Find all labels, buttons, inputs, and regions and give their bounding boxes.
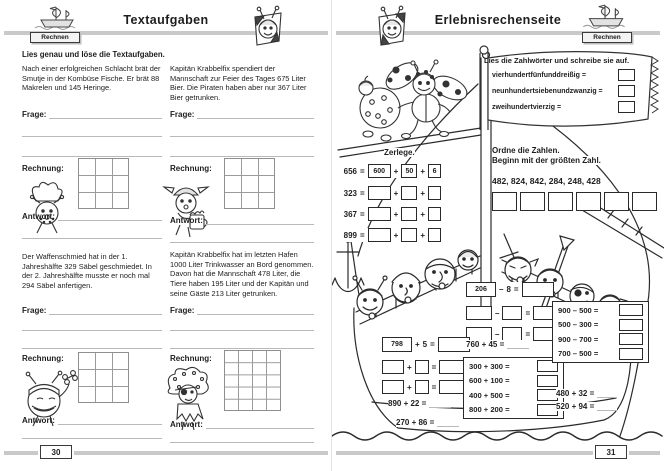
writing-line bbox=[22, 156, 162, 157]
equation-text: 300 + 300 = bbox=[469, 361, 510, 371]
zerlege-title: Zerlege. bbox=[384, 148, 415, 157]
zerlege-row bbox=[340, 164, 441, 178]
answer-box bbox=[632, 192, 657, 211]
tens-box bbox=[401, 207, 417, 221]
antwort-block bbox=[170, 216, 314, 225]
frage-block bbox=[22, 110, 162, 119]
minus-sign: – bbox=[495, 308, 500, 318]
writing-line bbox=[429, 399, 451, 408]
ones-box bbox=[428, 228, 441, 242]
ordne-numbers: 482, 824, 842, 284, 248, 428 bbox=[492, 176, 601, 186]
answer-box bbox=[522, 282, 554, 297]
right-page bbox=[332, 0, 664, 471]
writing-line bbox=[22, 330, 162, 331]
antwort-label: Antwort: bbox=[22, 212, 55, 221]
boxed-equation bbox=[558, 319, 643, 331]
page-number: 31 bbox=[595, 445, 627, 459]
equals-sign: = bbox=[513, 285, 519, 294]
antwort-label: Antwort: bbox=[22, 416, 55, 425]
writing-line bbox=[206, 420, 314, 429]
boxed-equation bbox=[469, 375, 558, 387]
answer-box bbox=[576, 192, 601, 211]
page-title: Erlebnisrechenseite bbox=[434, 13, 562, 27]
line-equation bbox=[388, 399, 451, 408]
addition-row bbox=[382, 360, 471, 374]
subtraction-equation bbox=[466, 282, 554, 297]
writing-line bbox=[49, 110, 162, 119]
number-word-2: neunhundertsiebenundzwanzig = bbox=[492, 88, 603, 95]
equation-text: 400 + 500 = bbox=[469, 390, 510, 400]
writing-line bbox=[206, 216, 314, 225]
zerlege-row bbox=[340, 228, 441, 242]
subtraction-row bbox=[466, 327, 565, 341]
writing-line bbox=[170, 242, 314, 243]
plus-sign: + bbox=[415, 340, 420, 349]
boxed-equation bbox=[558, 304, 643, 316]
minus-sign: – bbox=[495, 329, 500, 339]
rechnung-label: Rechnung: bbox=[170, 354, 212, 363]
writing-line bbox=[437, 418, 459, 427]
zerlege-row bbox=[340, 186, 441, 200]
operand-box bbox=[382, 360, 404, 374]
tens-box bbox=[401, 186, 417, 200]
intro-instruction: Lies genau und löse die Textaufgaben. bbox=[22, 50, 165, 59]
operand-box bbox=[466, 327, 492, 341]
answer-box bbox=[619, 304, 643, 316]
writing-line bbox=[507, 340, 529, 349]
writing-line bbox=[22, 438, 162, 439]
operand-box bbox=[382, 380, 404, 394]
number-word-1: vierhundertfünfunddreißig = bbox=[492, 72, 586, 79]
equation-text: 500 – 300 = bbox=[558, 320, 599, 329]
plus-sign: + bbox=[420, 188, 426, 198]
calculation-grid bbox=[78, 352, 129, 403]
equals-sign: = bbox=[525, 329, 531, 339]
equals-sign: = bbox=[525, 308, 531, 318]
subtraction-row bbox=[466, 306, 565, 320]
writing-line bbox=[22, 238, 162, 239]
subtraction-box-group bbox=[552, 301, 649, 363]
equals-sign: = bbox=[431, 382, 437, 392]
number-word-3: zweihundertvierzig = bbox=[492, 104, 562, 111]
answer-box bbox=[520, 192, 545, 211]
operand-box bbox=[502, 306, 522, 320]
frage-label: Frage: bbox=[22, 306, 47, 315]
plus-sign: + bbox=[407, 362, 412, 372]
zerlege-value: 323 bbox=[343, 188, 357, 198]
zerlege-row bbox=[340, 207, 441, 221]
answer-box bbox=[618, 69, 635, 81]
page-seam bbox=[331, 0, 332, 471]
boxed-equation bbox=[558, 333, 643, 345]
problem-text-1: Nach einer erfolgreichen Schlacht brät der Smutje in der Kombüse Fische. Er brät 88 Makrelen und 145 Heringe. bbox=[22, 64, 161, 93]
writing-line bbox=[170, 442, 314, 443]
zerlege-value: 367 bbox=[343, 209, 357, 219]
writing-line bbox=[22, 136, 162, 137]
calculation-grid bbox=[224, 350, 281, 411]
frage-label: Frage: bbox=[170, 306, 195, 315]
writing-line bbox=[597, 402, 617, 411]
frage-block bbox=[170, 306, 314, 315]
frage-block bbox=[170, 110, 314, 119]
writing-line bbox=[170, 330, 314, 331]
answer-box bbox=[619, 333, 643, 345]
antwort-block bbox=[22, 416, 162, 425]
writing-line bbox=[49, 306, 162, 315]
antwort-block bbox=[170, 420, 314, 429]
addend-box: 798 bbox=[382, 337, 412, 352]
boxed-equation bbox=[558, 348, 643, 360]
pirate-flag-icon bbox=[250, 5, 286, 49]
line-equation bbox=[466, 340, 529, 349]
calculation-grid bbox=[224, 158, 275, 209]
problem-text-4: Kapitän Krabbelfix hat im letzten Hafen 1000 Liter Trinkwasser an Bord genommen. Davon hat die Mannschaft 478 Liter, die Tiere haben 195 Liter und der Kapitän und seine Gäste 213 Liter getrunken. bbox=[170, 250, 314, 298]
plus-sign: + bbox=[393, 230, 399, 240]
plus-sign: + bbox=[407, 382, 412, 392]
equals-sign: = bbox=[360, 209, 365, 219]
boxed-equation bbox=[469, 360, 558, 372]
writing-line bbox=[58, 212, 162, 221]
operand-box bbox=[415, 380, 429, 394]
writing-line bbox=[197, 110, 314, 119]
tens-box: 50 bbox=[401, 164, 417, 178]
equation-text: 760 + 45 = bbox=[466, 340, 505, 349]
equals-sign: = bbox=[431, 362, 437, 372]
mug-pirate-illustration bbox=[160, 177, 212, 239]
frage-label: Frage: bbox=[22, 110, 47, 119]
frage-label: Frage: bbox=[170, 110, 195, 119]
ordne-title-line1: Ordne die Zahlen. bbox=[492, 146, 560, 155]
tens-box bbox=[401, 228, 417, 242]
ones-box: 6 bbox=[428, 164, 441, 178]
ordne-answer-boxes bbox=[492, 192, 657, 211]
hundreds-box: 600 bbox=[368, 164, 391, 178]
problem-text-2: Kapitän Krabbelfix spendiert der Mannschaft zur Feier des Tages 675 Liter Bier. Die Piraten haben aber nur 367 Liter Bier getrunken. bbox=[170, 64, 307, 102]
frage-block bbox=[22, 306, 162, 315]
equation-text: 800 + 200 = bbox=[469, 405, 510, 414]
answer-box bbox=[548, 192, 573, 211]
writing-line bbox=[170, 136, 314, 137]
chef-bug-illustration bbox=[22, 177, 70, 235]
answer-box bbox=[619, 319, 643, 331]
answer-box bbox=[492, 192, 517, 211]
zerlege-value: 899 bbox=[343, 230, 357, 240]
answer-box bbox=[604, 192, 629, 211]
subtrahend: 8 bbox=[506, 285, 511, 294]
plus-sign: + bbox=[420, 166, 426, 176]
answer-box bbox=[619, 348, 643, 360]
rechnung-label: Rechnung: bbox=[170, 164, 212, 173]
hundreds-box bbox=[368, 207, 391, 221]
addition-row bbox=[382, 380, 471, 394]
plus-sign: + bbox=[393, 166, 399, 176]
ladybug-illustration bbox=[338, 46, 478, 152]
writing-line bbox=[197, 306, 314, 315]
answer-box bbox=[618, 85, 635, 97]
ones-box bbox=[428, 186, 441, 200]
writing-line bbox=[58, 416, 162, 425]
equation-text: 900 – 700 = bbox=[558, 334, 599, 344]
ship-icon bbox=[33, 4, 79, 31]
boxed-equation bbox=[469, 389, 558, 401]
answer-box bbox=[537, 389, 558, 401]
boxed-equation bbox=[469, 404, 558, 416]
addition-equation bbox=[382, 337, 470, 352]
hundreds-box bbox=[368, 228, 391, 242]
equation-text: 700 – 500 = bbox=[558, 349, 599, 358]
rechnung-label: Rechnung: bbox=[22, 164, 64, 173]
minuend-box: 206 bbox=[466, 282, 496, 297]
calculation-grid bbox=[78, 158, 129, 209]
line-equation bbox=[396, 418, 459, 427]
problem-text-3: Der Waffenschmied hat in der 1. Jahreshälfte 329 Säbel geschmiedet. In der 2. Jahreshälfte musste er noch mal 294 Säbel anfertigen. bbox=[22, 252, 152, 290]
writing-line bbox=[22, 348, 162, 349]
line-equation bbox=[556, 402, 617, 411]
plus-sign: + bbox=[393, 188, 399, 198]
ones-box bbox=[428, 207, 441, 221]
answer-box bbox=[438, 337, 470, 352]
equation-text: 480 + 32 = bbox=[556, 389, 595, 398]
equation-text: 270 + 86 = bbox=[396, 418, 435, 427]
ship-icon bbox=[580, 2, 630, 30]
hundreds-box bbox=[368, 186, 391, 200]
operand-box bbox=[502, 327, 522, 341]
flag-title: Lies die Zahlwörter und schreibe sie auf. bbox=[484, 56, 630, 65]
plus-sign: + bbox=[420, 230, 426, 240]
equation-text: 600 + 100 = bbox=[469, 376, 510, 385]
equals-sign: = bbox=[360, 230, 365, 240]
rechnen-badge: Rechnen bbox=[582, 32, 632, 43]
equation-text: 520 + 94 = bbox=[556, 402, 595, 411]
plus-sign: + bbox=[420, 209, 426, 219]
page-number: 30 bbox=[40, 445, 72, 459]
answer-box bbox=[537, 404, 558, 416]
equals-sign: = bbox=[360, 188, 365, 198]
zerlege-value: 656 bbox=[343, 166, 357, 176]
addition-box-group bbox=[463, 357, 564, 419]
operand-box bbox=[466, 306, 492, 320]
addend: 5 bbox=[422, 340, 428, 349]
equals-sign: = bbox=[360, 166, 365, 176]
equation-text: 900 – 500 = bbox=[558, 305, 599, 315]
writing-line bbox=[170, 348, 314, 349]
pirate-flag-icon bbox=[374, 5, 410, 49]
answer-box bbox=[537, 375, 558, 387]
antwort-block bbox=[22, 212, 162, 221]
minus-sign: – bbox=[499, 285, 504, 294]
rechnung-label: Rechnung: bbox=[22, 354, 64, 363]
operand-box bbox=[415, 360, 429, 374]
writing-line bbox=[597, 389, 617, 398]
antwort-label: Antwort: bbox=[170, 216, 203, 225]
antwort-label: Antwort: bbox=[170, 420, 203, 429]
rechnen-badge: Rechnen bbox=[30, 32, 80, 43]
equals-sign: = bbox=[430, 340, 435, 349]
plus-sign: + bbox=[393, 209, 399, 219]
answer-box bbox=[618, 101, 635, 113]
ordne-title-line2: Beginn mit der größten Zahl. bbox=[492, 156, 601, 165]
equation-text: 890 + 22 = bbox=[388, 399, 427, 408]
line-equation bbox=[556, 389, 617, 398]
writing-line bbox=[170, 156, 314, 157]
page-title: Textaufgaben bbox=[123, 13, 209, 27]
